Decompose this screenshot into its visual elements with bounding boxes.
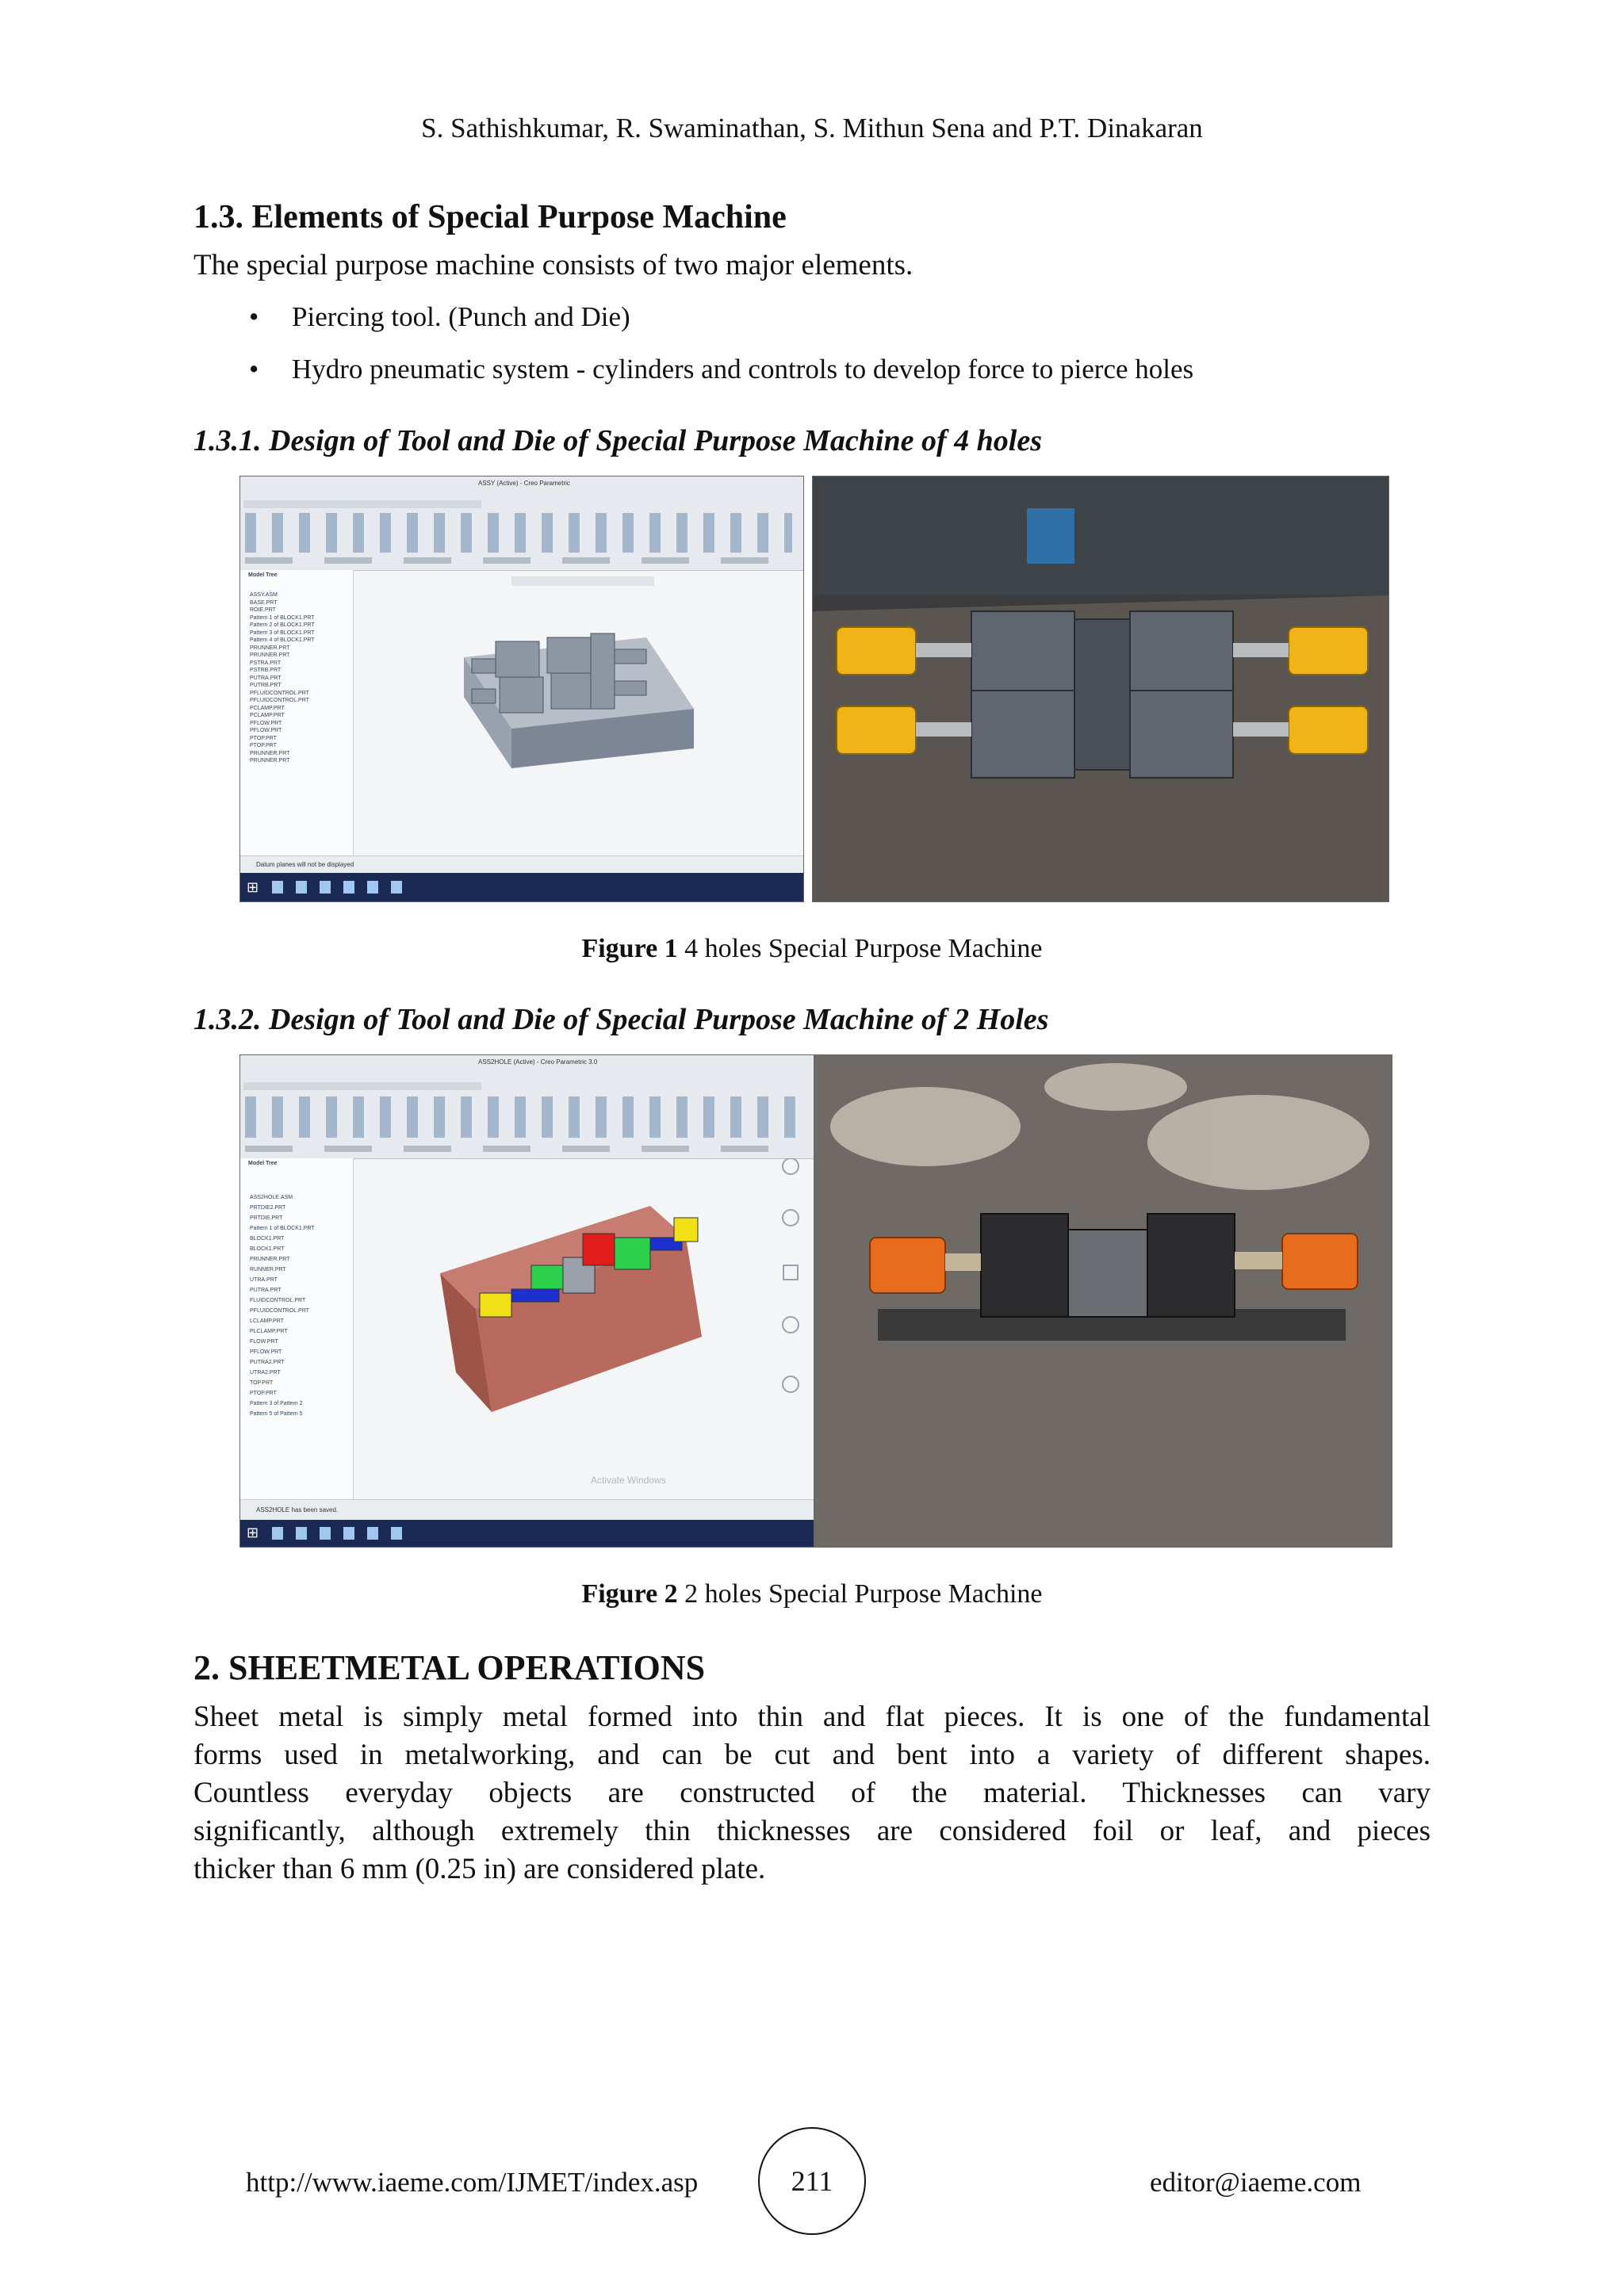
bullet-text: Hydro pneumatic system - cylinders and controls to develop force to pierce holes (292, 354, 1194, 385)
model-tree-item[interactable]: PFLOW.PRT (250, 720, 282, 726)
cad-tab-strip (243, 500, 481, 508)
background-racks (813, 476, 1388, 595)
bullet-item (249, 354, 1193, 385)
model-tree-item[interactable]: PRUNNER.PRT (250, 645, 290, 651)
model-tree-item[interactable]: UTRA2.PRT (250, 1370, 281, 1376)
model-tree-item[interactable]: PUTRA.PRT (250, 675, 282, 681)
model-tree-item[interactable]: PCLAMP.PRT (250, 705, 285, 711)
figure2-caption-text: 2 holes Special Purpose Machine (677, 1579, 1043, 1609)
model-tree-list (240, 591, 353, 765)
model-tree-item[interactable]: ASSY.ASM (250, 592, 278, 598)
model-tree-item[interactable]: PTOP.PRT (250, 743, 277, 748)
section-2-paragraph (193, 1698, 1431, 1888)
model-tree-item[interactable]: Pattern 3 of Pattern 2 (250, 1401, 303, 1406)
view-toolbar (511, 576, 654, 586)
cad-status-text: Datum planes will not be displayed (256, 861, 354, 868)
model-tree-item[interactable]: BLOCK1.PRT (250, 1246, 285, 1252)
model-tree-item[interactable]: PUTRB.PRT (250, 683, 282, 688)
paragraph-line: forms used in metalworking, and can be cut and bent into a variety of different shapes. (193, 1739, 1431, 1771)
bullet-dot-icon: • (249, 354, 259, 385)
model-tree-item[interactable]: RUNNER.PRT (250, 1267, 286, 1272)
model-tree-item[interactable]: PRUNNER.PRT (250, 652, 290, 658)
cad-toolbar-icons (245, 513, 792, 553)
windows-taskbar (240, 873, 803, 901)
figure2-caption (0, 1579, 1624, 1609)
bullet-dot-icon: • (249, 301, 259, 332)
model-tree-item[interactable]: PFLOW.PRT (250, 1349, 282, 1355)
model-tree-item[interactable]: PRTDIE.PRT (250, 1215, 283, 1221)
model-tree-item[interactable]: PTOP.PRT (250, 1391, 277, 1396)
section-intro: The special purpose machine consists of two major elements. (193, 249, 914, 281)
figure1-photo (812, 476, 1389, 902)
machine-photo-4holes (813, 476, 1388, 901)
footer-url[interactable]: http://www.iaeme.com/IJMET/index.asp (246, 2167, 699, 2198)
figure2-label: Figure 2 (581, 1579, 678, 1609)
model-tree-item[interactable]: PRUNNER.PRT (250, 750, 290, 756)
model-tree-item[interactable]: PUTRA2.PRT (250, 1360, 285, 1365)
model-tree-item[interactable]: PLCLAMP.PRT (250, 1329, 288, 1334)
windows-start-icon: ⊞ (247, 1525, 259, 1541)
taskbar-app-icons (272, 881, 407, 894)
taskbar-app-icons (272, 1527, 415, 1540)
model-tree-item[interactable]: PFLUIDCONTROL.PRT (250, 690, 309, 696)
machine-photo-2holes (814, 1055, 1392, 1547)
cad-ribbon (240, 1055, 814, 1159)
model-tree-item[interactable]: PRUNNER.PRT (250, 1257, 290, 1262)
cad-ribbon (240, 476, 803, 571)
model-tree-title: Model Tree (248, 572, 278, 578)
model-tree-item[interactable]: UTRA.PRT (250, 1277, 278, 1283)
model-tree-item[interactable]: Pattern 5 of Pattern 5 (250, 1411, 303, 1417)
page-number-circle (758, 2127, 866, 2235)
model-tree-title: Model Tree (248, 1161, 278, 1166)
model-tree-item[interactable]: Pattern 2 of BLOCK1.PRT (250, 622, 315, 628)
paragraph-line: Countless everyday objects are constructed of the material. Thicknesses can vary (193, 1777, 1431, 1809)
windows-start-icon: ⊞ (247, 879, 259, 896)
cad-toolbar-icons (245, 1096, 800, 1138)
model-tree-item[interactable]: PFLOW.PRT (250, 728, 282, 733)
cad-group-labels (245, 1146, 800, 1152)
running-head: S. Sathishkumar, R. Swaminathan, S. Mithun Sena and P.T. Dinakaran (421, 113, 1203, 144)
figure2-cad-screenshot (239, 1054, 815, 1548)
model-tree-item[interactable]: BLOCK1.PRT (250, 1236, 285, 1242)
bullet-item (249, 301, 630, 333)
right-side-view-icons (783, 1158, 799, 1392)
model-tree-item[interactable]: PFLUIDCONTROL.PRT (250, 1308, 309, 1314)
cad-group-labels (245, 557, 792, 564)
figure1-label: Figure 1 (581, 934, 678, 963)
model-tree-item[interactable]: LCLAMP.PRT (250, 1318, 284, 1324)
figure2-photo (814, 1054, 1392, 1548)
section-heading-2: 2. SHEETMETAL OPERATIONS (193, 1648, 706, 1687)
model-tree-item[interactable]: PRTDIE2.PRT (250, 1205, 286, 1211)
oil-can (1027, 508, 1074, 564)
model-tree-item[interactable]: PTOP.PRT (250, 735, 277, 741)
model-tree-item[interactable]: Pattern 1 of BLOCK1.PRT (250, 1226, 315, 1231)
die-blocks-4holes (971, 611, 1233, 778)
figure1-caption-text: 4 holes Special Purpose Machine (677, 934, 1043, 963)
paragraph-line: significantly, although extremely thin thicknesses are considered foil or leaf, and pieces (193, 1815, 1431, 1847)
model-tree-item[interactable]: Pattern 1 of BLOCK1.PRT (250, 614, 315, 621)
model-tree-item[interactable]: Pattern 3 of BLOCK1.PRT (250, 629, 315, 636)
model-tree-item[interactable]: PFLUIDCONTROL.PRT (250, 698, 309, 703)
bullet-text: Piercing tool. (Punch and Die) (292, 301, 630, 332)
model-tree-panel (240, 570, 354, 855)
cad-3d-viewport (353, 570, 803, 855)
model-tree-item[interactable]: Pattern 4 of BLOCK1.PRT (250, 637, 315, 643)
activate-windows-watermark: Activate Windows (591, 1475, 666, 1486)
section-heading-1-3: 1.3. Elements of Special Purpose Machine (193, 199, 787, 235)
model-tree-item[interactable]: ROIE.PRT (250, 607, 276, 613)
subsection-heading-1-3-2: 1.3.2. Design of Tool and Die of Special Purpose Machine of 2 Holes (193, 1003, 1049, 1036)
model-tree-item[interactable]: PSTRB.PRT (250, 668, 282, 673)
die-blocks-2holes (981, 1214, 1235, 1317)
cad-tab-strip (243, 1082, 481, 1090)
footer-email[interactable]: editor@iaeme.com (1150, 2167, 1362, 2198)
figure1-caption (0, 934, 1624, 964)
paragraph-line: thicker than 6 mm (0.25 in) are considered plate. (193, 1853, 766, 1885)
paragraph-line: Sheet metal is simply metal formed into thin and flat pieces. It is one of the fundamental (193, 1701, 1431, 1733)
cad-status-bar (240, 855, 803, 874)
model-tree-item[interactable]: PUTRA.PRT (250, 1288, 282, 1293)
model-tree-item[interactable]: PCLAMP.PRT (250, 713, 285, 718)
model-tree-item[interactable]: BASE.PRT (250, 599, 278, 606)
model-tree-list (240, 1192, 353, 1419)
model-tree-item[interactable]: ASS2HOLE.ASM (250, 1195, 293, 1200)
model-tree-panel (240, 1158, 354, 1499)
cad-window-title: ASS2HOLE (Active) - Creo Parametric 3.0 (478, 1058, 598, 1066)
cad-status-text: ASS2HOLE has been saved. (256, 1506, 339, 1513)
cad-status-bar (240, 1499, 814, 1521)
page-number: 211 (791, 2165, 833, 2197)
subsection-heading-1-3-1: 1.3.1. Design of Tool and Die of Special Purpose Machine of 4 holes (193, 424, 1042, 457)
figure1-cad-screenshot (239, 476, 804, 902)
model-tree-item[interactable]: FLUIDCONTROL.PRT (250, 1298, 306, 1303)
cad-3d-viewport (353, 1158, 814, 1499)
model-tree-item[interactable]: TOP.PRT (250, 1380, 274, 1386)
windows-taskbar (240, 1520, 814, 1547)
model-tree-item[interactable]: FLOW.PRT (250, 1339, 278, 1345)
model-tree-item[interactable]: PSTRA.PRT (250, 660, 282, 666)
model-tree-item[interactable]: PRUNNER.PRT (250, 758, 290, 763)
cad-window-title: ASSY (Active) - Creo Parametric (478, 480, 570, 487)
